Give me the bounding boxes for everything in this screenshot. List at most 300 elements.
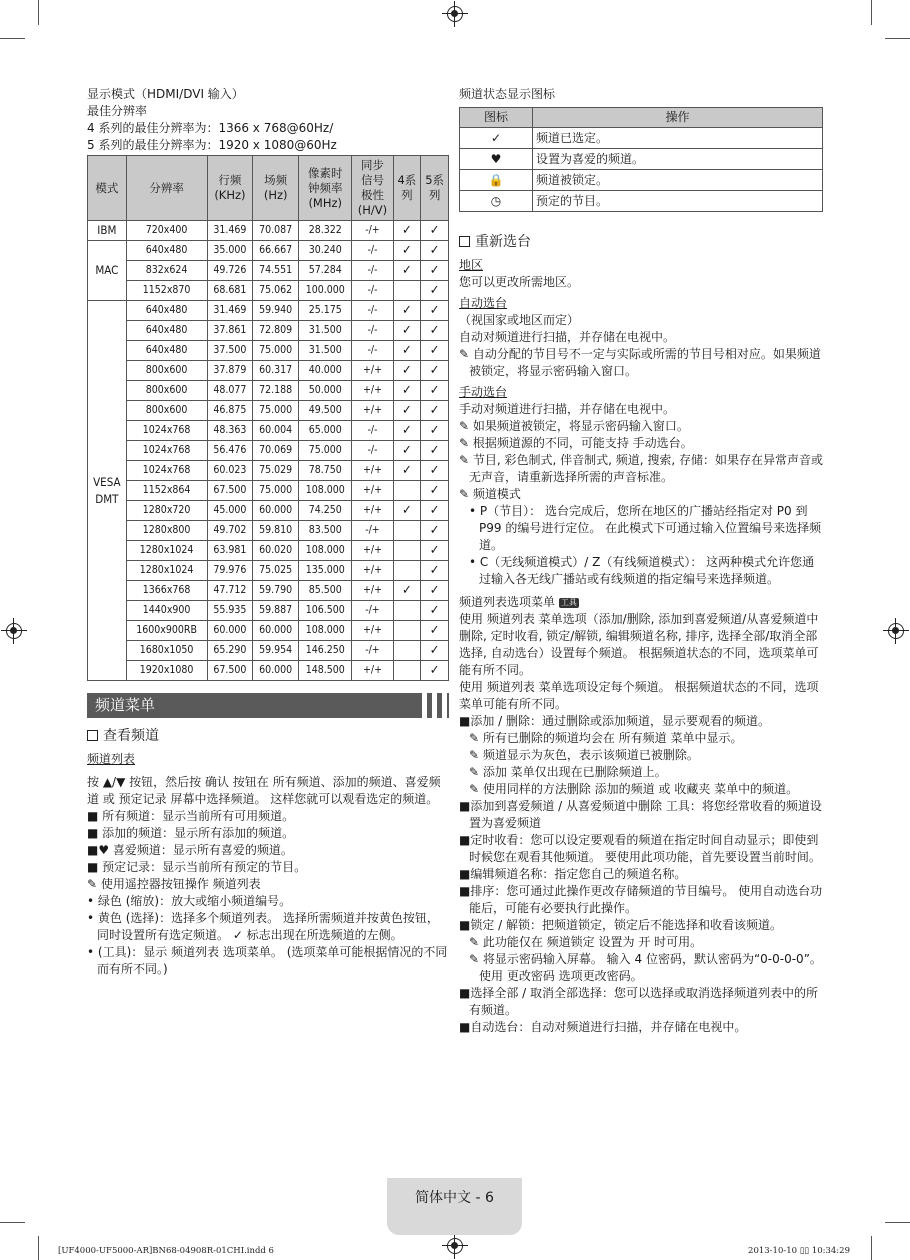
series4-support-cell (393, 381, 421, 401)
spec-row (88, 561, 449, 581)
spec-row (88, 661, 449, 681)
options-title: 频道列表选项菜单 工具 (459, 595, 577, 609)
check-icon: ✓ (401, 302, 412, 318)
left-column (87, 86, 449, 978)
check-icon: ✓ (460, 128, 533, 149)
spec-value-cell: 60.020 (253, 541, 299, 561)
spec-row (88, 361, 449, 381)
spec-row (88, 621, 449, 641)
note-item: ✎ 根据频道源的不同，可能支持 手动选台。 (459, 436, 693, 450)
spec-value-cell: -/- (352, 341, 393, 361)
spec-value-cell: 108.000 (299, 481, 352, 501)
spec-row (88, 441, 449, 461)
spec-value-cell: 75.000 (253, 341, 299, 361)
series5-support-cell (421, 501, 449, 521)
spec-value-cell: -/- (352, 281, 393, 301)
region-title: 地区 (459, 258, 484, 272)
series4-support-cell (393, 441, 421, 461)
check-icon: ✓ (401, 442, 412, 458)
spec-row (88, 461, 449, 481)
spec-row (88, 281, 449, 301)
spec-value-cell: +/+ (352, 561, 393, 581)
note-item: ✎ 节目, 彩色制式, 伴音制式, 频道, 搜索, 存储：如果存在异常声音或无声音，请重新选择所需的声音标准。 (459, 453, 824, 484)
note-item: ✎ 将显示密码输入屏幕。 输入 4 位密码，默认密码为“0-0-0-0”。 使用 更改密码 选项更改密码。 (469, 952, 822, 983)
spec-value-cell: 146.250 (299, 641, 352, 661)
spec-row (88, 481, 449, 501)
spec-value-cell: 60.023 (207, 461, 253, 481)
spec-value-cell: 65.290 (207, 641, 253, 661)
clock-icon: ◷ (460, 191, 533, 212)
spec-value-cell: +/+ (352, 621, 393, 641)
spec-value-cell: 1024x768 (126, 461, 207, 481)
series5-support-cell (421, 461, 449, 481)
status-icon-desc: 预定的节目。 (533, 191, 823, 212)
status-icon-row (460, 170, 823, 191)
lock-notes (459, 934, 825, 985)
spec-row (88, 601, 449, 621)
series5-support-cell (421, 321, 449, 341)
spec-value-cell: 106.500 (299, 601, 352, 621)
spec-value-cell: 75.000 (253, 401, 299, 421)
opt-sort: ■排序：您可通过此操作更改存储频道的节目编号。 使用自动选台功能后，可能有必要执行此操作。 (459, 884, 823, 915)
series5-support-cell (421, 261, 449, 281)
check-icon: ✓ (429, 322, 440, 338)
crop-mark (38, 0, 39, 25)
spec-value-cell: 720x400 (126, 221, 207, 241)
series4-support-cell (393, 501, 421, 521)
spec-value-cell: +/+ (352, 581, 393, 601)
spec-value-cell: 25.175 (299, 301, 352, 321)
series4-support-cell (393, 341, 421, 361)
spec-value-cell: 68.681 (207, 281, 253, 301)
view-channel-heading: 查看频道 (87, 728, 449, 745)
check-icon: ✓ (401, 462, 412, 478)
resolution-table (87, 155, 449, 681)
note-item: ✎ 频道显示为灰色，表示该频道已被删除。 (469, 748, 699, 762)
channel-type-item: ■ 所有频道：显示当前所有可用频道。 (87, 809, 295, 823)
series4-support-cell (393, 301, 421, 321)
spec-value-cell: 75.062 (253, 281, 299, 301)
crop-mark (871, 1236, 872, 1260)
spec-value-cell: 85.500 (299, 581, 352, 601)
check-icon: ✓ (401, 322, 412, 338)
check-icon: ✓ (429, 562, 440, 578)
spec-value-cell: 59.810 (253, 521, 299, 541)
mode-p-desc: • P（节目）： 选台完成后，您所在地区的广播站经指定对 P0 到 P99 的编号进行定位。 在此模式下可通过输入位置编号来选择频道。 (469, 504, 822, 552)
spec-value-cell: 59.790 (253, 581, 299, 601)
channel-type-item: ■♥ 喜爱频道：显示所有喜爱的频道。 (87, 843, 293, 857)
spec-value-cell: 56.476 (207, 441, 253, 461)
spec-value-cell: 28.322 (299, 221, 352, 241)
check-icon: ✓ (401, 582, 412, 598)
spec-value-cell: 60.000 (253, 661, 299, 681)
spec-value-cell: 31.500 (299, 321, 352, 341)
lock-icon: 🔒 (460, 170, 533, 191)
spec-row (88, 241, 449, 261)
options-para-2: 使用 频道列表 菜单选项设定每个频道。 根据频道状态的不同，选项菜单可能有所不同。 (459, 680, 819, 711)
spec-value-cell: +/+ (352, 361, 393, 381)
series4-support-cell (393, 621, 421, 641)
yellow-button-desc: • 黄色 (选择)：选择多个频道列表。 选择所需频道并按黄色按钮，同时设置所有选定频道。 ✓ 标志出现在所选频道的左侧。 (87, 911, 439, 942)
spec-value-cell: 1680x1050 (126, 641, 207, 661)
spec-value-cell: 35.000 (207, 241, 253, 261)
spec-value-cell: 1152x870 (126, 281, 207, 301)
right-column (459, 86, 825, 1036)
spec-value-cell: 67.500 (207, 661, 253, 681)
col-icon: 图标 (460, 108, 533, 128)
opt-select-all: ■选择全部 / 取消全部选择：您可以选择或取消选择频道列表中的所有频道。 (459, 986, 819, 1017)
series5-support-cell (421, 541, 449, 561)
check-icon: ✓ (429, 422, 440, 438)
spec-value-cell: 83.500 (299, 521, 352, 541)
page-number-tab: 简体中文 - 6 (387, 1178, 522, 1235)
spec-value-cell: 65.000 (299, 421, 352, 441)
series4-support-cell (393, 661, 421, 681)
spec-value-cell: 60.000 (253, 501, 299, 521)
spec-value-cell: 832x624 (126, 261, 207, 281)
spec-value-cell: 100.000 (299, 281, 352, 301)
spec-value-cell: 45.000 (207, 501, 253, 521)
check-icon: ✓ (401, 222, 412, 238)
series5-support-cell (421, 441, 449, 461)
series5-support-cell (421, 301, 449, 321)
spec-value-cell: 74.551 (253, 261, 299, 281)
series5-support-cell (421, 361, 449, 381)
status-icon-desc: 频道被锁定。 (533, 170, 823, 191)
auto-tune-title: 自动选台 (459, 296, 508, 310)
series4-support-cell (393, 561, 421, 581)
footer-timestamp: 2013-10-10 ▯▯ 10:34:29 (748, 1246, 850, 1256)
series4-support-cell (393, 421, 421, 441)
mode-c-desc: • C（无线频道模式）/ Z（有线频道模式）： 这两种模式允许您通过输入各无线广播站或有线频道的指定编号来选择频道。 (469, 555, 815, 586)
check-icon: ✓ (429, 262, 440, 278)
check-icon: ✓ (429, 242, 440, 258)
registration-mark-icon (888, 623, 904, 639)
check-icon: ✓ (429, 462, 440, 478)
spec-value-cell: 1280x800 (126, 521, 207, 541)
auto-tune-line: 自动对频道进行扫描，并存储在电视中。 (459, 330, 676, 344)
spec-value-cell: 75.000 (253, 481, 299, 501)
best-resolution-label: 最佳分辨率 (87, 104, 148, 118)
spec-value-cell: +/+ (352, 461, 393, 481)
spec-value-cell: 46.875 (207, 401, 253, 421)
add-delete-notes (459, 730, 825, 798)
spec-value-cell: 1280x1024 (126, 541, 207, 561)
opt-add-delete: ■添加 / 删除：通过删除或添加频道，显示要观看的频道。 (459, 714, 771, 728)
spec-value-cell: 640x480 (126, 341, 207, 361)
check-icon: ✓ (401, 242, 412, 258)
manual-tune-title: 手动选台 (459, 385, 508, 399)
spec-value-cell: 75.025 (253, 561, 299, 581)
series4-support-cell (393, 541, 421, 561)
spec-value-cell: 60.317 (253, 361, 299, 381)
spec-mode-cell: MAC (88, 241, 127, 301)
check-icon: ✓ (401, 342, 412, 358)
spec-row (88, 261, 449, 281)
check-icon: ✓ (429, 482, 440, 498)
check-icon: ✓ (429, 402, 440, 418)
spec-header-cell: 场频 (Hz) (253, 156, 299, 221)
spec-header-cell: 行频 (KHz) (207, 156, 253, 221)
series4-support-cell (393, 261, 421, 281)
green-button-desc: • 绿色 (缩放)：放大或缩小频道编号。 (87, 894, 292, 908)
series5-support-cell (421, 401, 449, 421)
series5-support-cell (421, 641, 449, 661)
best-res-series5: 5 系列的最佳分辨率为：1920 x 1080@60Hz (87, 138, 337, 152)
spec-row (88, 301, 449, 321)
status-icon-row (460, 191, 823, 212)
spec-value-cell: 48.077 (207, 381, 253, 401)
check-icon: ✓ (429, 662, 440, 678)
note-item: ✎ 频道模式 (459, 487, 521, 501)
note-item: ✎ 如果频道被锁定，将显示密码输入窗口。 (459, 419, 689, 433)
note-item: ✎ 使用同样的方法删除 添加的频道 或 收藏夹 菜单中的频道。 (469, 782, 799, 796)
spec-value-cell: 79.976 (207, 561, 253, 581)
channel-type-item: ■ 添加的频道：显示所有添加的频道。 (87, 826, 295, 840)
spec-value-cell: 70.087 (253, 221, 299, 241)
opt-lock: ■锁定 / 解锁：把频道锁定，锁定后不能选择和收看该频道。 (459, 918, 783, 932)
check-icon: ✓ (429, 502, 440, 518)
spec-header-cell: 像素时 钟频率 (MHz) (299, 156, 352, 221)
spec-value-cell: 40.000 (299, 361, 352, 381)
status-icon-row (460, 128, 823, 149)
channel-type-item: ■ 预定记录：显示当前所有预定的节目。 (87, 860, 307, 874)
spec-value-cell: 59.887 (253, 601, 299, 621)
series5-support-cell (421, 241, 449, 261)
retune-heading: 重新选台 (459, 234, 825, 251)
spec-row (88, 541, 449, 561)
spec-row (88, 641, 449, 661)
check-icon: ✓ (429, 302, 440, 318)
series4-support-cell (393, 281, 421, 301)
spec-value-cell: 1280x720 (126, 501, 207, 521)
tools-button-desc: • (工具)：显示 频道列表 选项菜单。 (选项菜单可能根据情况的不同而有所不同。) (87, 945, 448, 976)
spec-value-cell: 31.500 (299, 341, 352, 361)
spec-value-cell: 31.469 (207, 221, 253, 241)
series4-support-cell (393, 241, 421, 261)
note-item: ✎ 添加 菜单仅出现在已删除频道上。 (469, 765, 667, 779)
manual-tune-text: 手动对频道进行扫描，并存储在电视中。 (459, 402, 676, 416)
status-icon-row (460, 149, 823, 170)
series4-support-cell (393, 321, 421, 341)
check-icon: ✓ (429, 362, 440, 378)
series4-support-cell (393, 521, 421, 541)
crop-mark (871, 0, 872, 25)
opt-edit-name: ■编辑频道名称：指定您自己的频道名称。 (459, 867, 687, 881)
spec-value-cell: -/+ (352, 601, 393, 621)
spec-value-cell: -/- (352, 421, 393, 441)
channel-list-title: 频道列表 (87, 752, 136, 766)
check-icon: ✓ (401, 502, 412, 518)
check-icon: ✓ (401, 262, 412, 278)
spec-value-cell: 640x480 (126, 321, 207, 341)
spec-header-cell: 模式 (88, 156, 127, 221)
spec-value-cell: +/+ (352, 501, 393, 521)
spec-value-cell: 59.940 (253, 301, 299, 321)
spec-row (88, 521, 449, 541)
spec-row (88, 341, 449, 361)
spec-value-cell: 135.000 (299, 561, 352, 581)
spec-value-cell: +/+ (352, 661, 393, 681)
crop-mark (0, 38, 25, 39)
registration-mark-icon (447, 1238, 463, 1254)
section-bar-channel-menu: 频道菜单 (87, 693, 449, 718)
spec-value-cell: -/+ (352, 521, 393, 541)
status-icon-desc: 设置为喜爱的频道。 (533, 149, 823, 170)
spec-value-cell: 37.861 (207, 321, 253, 341)
spec-value-cell: 1366x768 (126, 581, 207, 601)
series5-support-cell (421, 521, 449, 541)
channel-type-list (87, 808, 449, 876)
spec-row (88, 421, 449, 441)
opt-favorite: ■添加到喜爱频道 / 从喜爱频道中删除 工具：将您经常收看的频道设置为喜爱频道 (459, 799, 822, 830)
series5-support-cell (421, 561, 449, 581)
spec-row (88, 581, 449, 601)
spec-value-cell: 55.935 (207, 601, 253, 621)
spec-value-cell: 72.809 (253, 321, 299, 341)
spec-value-cell: 59.954 (253, 641, 299, 661)
check-icon: ✓ (429, 222, 440, 238)
col-operation: 操作 (533, 108, 823, 128)
spec-value-cell: 74.250 (299, 501, 352, 521)
spec-value-cell: 800x600 (126, 361, 207, 381)
options-para-1: 使用 频道列表 菜单选项（添加/删除, 添加到喜爱频道/从喜爱频道中删除, 定时收看, 锁定/解锁, 编辑频道名称, 排序, 选择全部/取消全部选择, 自动选台）设置每个频道。 根据频道状态的不同，选项菜单可能有所不同。 (459, 612, 819, 677)
series5-support-cell (421, 661, 449, 681)
spec-value-cell: -/- (352, 321, 393, 341)
spec-value-cell: 66.667 (253, 241, 299, 261)
spec-value-cell: 60.000 (207, 621, 253, 641)
series4-support-cell (393, 481, 421, 501)
channel-list-intro: 按 ▲/▼ 按钮，然后按 确认 按钮在 所有频道、添加的频道、喜爱频道 或 预定记录 屏幕中选择频道。 这样您就可以观看选定的频道。 (87, 775, 441, 806)
spec-row (88, 321, 449, 341)
series4-support-cell (393, 461, 421, 481)
check-icon: ✓ (429, 622, 440, 638)
series5-support-cell (421, 341, 449, 361)
best-res-series4: 4 系列的最佳分辨率为：1366 x 768@60Hz/ (87, 121, 334, 135)
crop-mark (885, 38, 910, 39)
auto-tune-note: ✎ 自动分配的节目号不一定与实际或所需的节目号相对应。如果频道被锁定，将显示密码输入窗口。 (459, 347, 821, 378)
spec-value-cell: +/+ (352, 481, 393, 501)
crop-mark (38, 1236, 39, 1260)
spec-value-cell: 1152x864 (126, 481, 207, 501)
series4-support-cell (393, 221, 421, 241)
series5-support-cell (421, 281, 449, 301)
spec-value-cell: 31.469 (207, 301, 253, 321)
region-text: 您可以更改所需地区。 (459, 275, 580, 289)
spec-mode-cell: VESA DMT (88, 301, 127, 681)
spec-value-cell: 63.981 (207, 541, 253, 561)
series5-support-cell (421, 481, 449, 501)
check-icon: ✓ (401, 422, 412, 438)
spec-row (88, 401, 449, 421)
check-icon: ✓ (429, 342, 440, 358)
series5-support-cell (421, 581, 449, 601)
spec-value-cell: 1440x900 (126, 601, 207, 621)
check-icon: ✓ (429, 522, 440, 538)
check-icon: ✓ (429, 642, 440, 658)
check-icon: ✓ (429, 602, 440, 618)
spec-value-cell: -/- (352, 441, 393, 461)
spec-value-cell: 108.000 (299, 541, 352, 561)
spec-value-cell: 75.000 (299, 441, 352, 461)
series5-support-cell (421, 381, 449, 401)
spec-value-cell: 67.500 (207, 481, 253, 501)
status-icons-title: 频道状态显示图标 (459, 87, 556, 101)
spec-value-cell: 49.500 (299, 401, 352, 421)
series4-support-cell (393, 401, 421, 421)
status-icon-desc: 频道已选定。 (533, 128, 823, 149)
note-item: ✎ 所有已删除的频道均会在 所有频道 菜单中显示。 (469, 731, 743, 745)
spec-value-cell: 640x480 (126, 241, 207, 261)
spec-value-cell: 57.284 (299, 261, 352, 281)
spec-mode-cell: IBM (88, 221, 127, 241)
auto-tune-line: （视国家或地区而定） (459, 313, 580, 327)
spec-value-cell: -/- (352, 261, 393, 281)
opt-auto-tune: ■自动选台：自动对频道进行扫描，并存储在电视中。 (459, 1020, 747, 1034)
spec-value-cell: 49.726 (207, 261, 253, 281)
check-icon: ✓ (401, 402, 412, 418)
check-icon: ✓ (429, 282, 440, 298)
heart-icon: ♥ (460, 149, 533, 170)
series4-support-cell (393, 581, 421, 601)
series5-support-cell (421, 221, 449, 241)
spec-row (88, 221, 449, 241)
series4-support-cell (393, 641, 421, 661)
check-icon: ✓ (401, 382, 412, 398)
spec-value-cell: 37.500 (207, 341, 253, 361)
spec-value-cell: 70.069 (253, 441, 299, 461)
tools-tag: 工具 (560, 598, 577, 607)
spec-header-cell: 分辨率 (126, 156, 207, 221)
crop-mark (0, 1222, 25, 1223)
registration-mark-icon (6, 623, 22, 639)
spec-value-cell: 1024x768 (126, 421, 207, 441)
spec-value-cell: 640x480 (126, 301, 207, 321)
spec-value-cell: 47.712 (207, 581, 253, 601)
spec-value-cell: 800x600 (126, 401, 207, 421)
spec-value-cell: 800x600 (126, 381, 207, 401)
spec-value-cell: 1920x1080 (126, 661, 207, 681)
spec-value-cell: 30.240 (299, 241, 352, 261)
registration-mark-icon (447, 6, 463, 22)
crop-mark (885, 1222, 910, 1223)
remote-note: ✎ 使用遥控器按钮操作 频道列表 (87, 877, 261, 891)
spec-value-cell: 1600x900RB (126, 621, 207, 641)
spec-row (88, 501, 449, 521)
spec-value-cell: 48.363 (207, 421, 253, 441)
spec-value-cell: 1280x1024 (126, 561, 207, 581)
spec-value-cell: +/+ (352, 541, 393, 561)
manual-tune-notes (459, 418, 825, 503)
check-icon: ✓ (429, 582, 440, 598)
series5-support-cell (421, 421, 449, 441)
check-icon: ✓ (429, 382, 440, 398)
footer-file: [UF4000-UF5000-AR]BN68-04908R-01CHI.indd 6 (58, 1246, 274, 1256)
spec-value-cell: -/- (352, 301, 393, 321)
spec-value-cell: -/+ (352, 641, 393, 661)
spec-value-cell: 1024x768 (126, 441, 207, 461)
series5-support-cell (421, 621, 449, 641)
check-icon: ✓ (429, 442, 440, 458)
spec-row (88, 381, 449, 401)
spec-value-cell: 108.000 (299, 621, 352, 641)
display-mode-title: 显示模式（HDMI/DVI 输入） (87, 87, 244, 101)
spec-value-cell: 78.750 (299, 461, 352, 481)
spec-header-cell: 4系 列 (393, 156, 421, 221)
spec-value-cell: -/+ (352, 221, 393, 241)
spec-header-cell: 同步 信号 极性 (H/V) (352, 156, 393, 221)
series5-support-cell (421, 601, 449, 621)
